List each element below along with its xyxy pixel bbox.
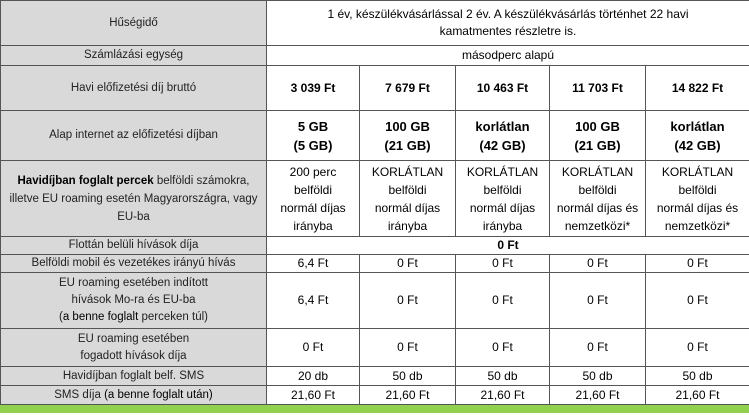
- belfoldi-cell: 0 Ft: [360, 255, 456, 273]
- percek-l4: nemzetközi*: [664, 218, 731, 233]
- paren: (: [59, 311, 63, 323]
- eu-inditott-l2: hívások Mo-ra és EU-ba: [71, 294, 196, 306]
- sms-dij-label-black: (a benne foglalt után): [104, 388, 213, 401]
- internet-sub: (21 GB): [574, 137, 621, 153]
- sms-dij-cell: 21,60 Ft: [267, 386, 360, 405]
- row-eu-fogadott: [1, 329, 749, 367]
- eu-inditott-l3: [3, 309, 264, 326]
- internet-main: 100 GB: [575, 118, 620, 134]
- sms-dij-cell: 21,60 Ft: [360, 386, 456, 405]
- row-eu-inditott: [1, 273, 749, 329]
- label-eu-inditott: [1, 273, 267, 329]
- percek-l2: belföldi: [388, 182, 427, 197]
- green-strip-cell: [360, 405, 456, 413]
- percek-l3: normál díjas és: [656, 200, 739, 215]
- internet-cell: [550, 111, 646, 161]
- internet-main: korlátlan: [670, 118, 725, 134]
- label-belfoldi: Belföldi mobil és vezetékes irányú hívás: [1, 255, 267, 273]
- eu-fogadott-l2: fogadott hívások díja: [80, 349, 187, 362]
- green-strip-cell: [1, 405, 267, 413]
- percek-l1: KORLÁTLAN: [466, 164, 539, 179]
- sms-foglalt-cell: 50 db: [456, 367, 550, 386]
- percek-l3: normál díjas: [469, 200, 536, 215]
- label-sms-dij: [1, 386, 267, 405]
- percek-cell: [550, 161, 646, 237]
- eu-fogadott-cell: 0 Ft: [456, 329, 550, 367]
- row-flotta: [1, 237, 749, 255]
- eu-inditott-l1: EU roaming esetében indított: [59, 277, 208, 289]
- percek-l1: KORLÁTLAN: [661, 164, 734, 179]
- internet-cell: [646, 111, 749, 161]
- internet-cell: [360, 111, 456, 161]
- percek-cell: [456, 161, 550, 237]
- eu-fogadott-cell: 0 Ft: [267, 329, 360, 367]
- percek-cell: [646, 161, 749, 237]
- percek-l3: normál díjas és: [556, 200, 639, 215]
- percek-l4: irányba: [387, 218, 428, 233]
- sms-dij-cell: 21,60 Ft: [550, 386, 646, 405]
- row-green-strip: [1, 405, 749, 413]
- label-internet: Alap internet az előfizetési díjban: [1, 111, 267, 161]
- percek-l3: normál díjas: [374, 200, 441, 215]
- havidij-cell: 3 039 Ft: [267, 66, 360, 111]
- internet-sub: (5 GB): [293, 137, 333, 153]
- row-havidij: [1, 66, 749, 111]
- percek-cell: [267, 161, 360, 237]
- percek-l1: 200 perc: [289, 164, 337, 179]
- row-sms-foglalt: [1, 367, 749, 386]
- belfoldi-cell: 0 Ft: [646, 255, 749, 273]
- sms-dij-label-gray: SMS díja: [54, 388, 105, 401]
- belfoldi-cell: 6,4 Ft: [267, 255, 360, 273]
- label-szamlazasi: Számlázási egység: [1, 46, 267, 66]
- value-flotta: 0 Ft: [267, 237, 749, 255]
- husegido-text: 1 év, készülékvásárlással 2 év. A készülékvásárlás történhet 22 havi kamatmentes részletre is.: [327, 7, 689, 38]
- eu-inditott-cell: 0 Ft: [646, 273, 749, 329]
- percek-l1: KORLÁTLAN: [561, 164, 634, 179]
- percek-label-rest: belföldi számokra, illetve EU roaming esetén Magyarországra, vagy EU-ba: [9, 174, 258, 223]
- percek-l2: belföldi: [483, 182, 522, 197]
- eu-inditott-l3-rest: perceken túl): [138, 311, 208, 323]
- green-strip-cell: [456, 405, 550, 413]
- havidij-cell: 14 822 Ft: [646, 66, 749, 111]
- internet-cell: [267, 111, 360, 161]
- row-szamlazasi: [1, 46, 749, 66]
- internet-main: 100 GB: [385, 118, 430, 134]
- eu-fogadott-cell: 0 Ft: [550, 329, 646, 367]
- internet-main: korlátlan: [475, 118, 530, 134]
- green-strip-cell: [267, 405, 360, 413]
- percek-l4: irányba: [482, 218, 523, 233]
- label-flotta: Flottán belüli hívások díja: [1, 237, 267, 255]
- havidij-cell: 7 679 Ft: [360, 66, 456, 111]
- value-szamlazasi: másodperc alapú: [267, 46, 749, 66]
- internet-sub: (42 GB): [479, 137, 526, 153]
- label-husegido: Hűségidő: [1, 1, 267, 46]
- sms-foglalt-cell: 50 db: [550, 367, 646, 386]
- belfoldi-cell: 0 Ft: [550, 255, 646, 273]
- row-sms-dij: [1, 386, 749, 405]
- label-eu-fogadott: [1, 329, 267, 367]
- sms-foglalt-cell: 50 db: [646, 367, 749, 386]
- havidij-cell: 11 703 Ft: [550, 66, 646, 111]
- green-strip-cell: [646, 405, 749, 413]
- percek-l2: belföldi: [293, 182, 333, 197]
- row-percek: [1, 161, 749, 237]
- belfoldi-cell: 0 Ft: [456, 255, 550, 273]
- internet-sub: (21 GB): [384, 137, 431, 153]
- value-husegido: [267, 1, 749, 46]
- row-internet: [1, 111, 749, 161]
- eu-inditott-cell: 0 Ft: [360, 273, 456, 329]
- row-husegido: [1, 1, 749, 46]
- percek-l4: nemzetközi*: [564, 218, 631, 233]
- percek-l1: KORLÁTLAN: [371, 164, 444, 179]
- eu-inditott-cell: 0 Ft: [550, 273, 646, 329]
- sms-dij-cell: 21,60 Ft: [456, 386, 550, 405]
- label-percek: [1, 161, 267, 237]
- sms-foglalt-cell: 50 db: [360, 367, 456, 386]
- green-strip-cell: [550, 405, 646, 413]
- row-belfoldi: [1, 255, 749, 273]
- internet-main: 5 GB: [297, 118, 329, 134]
- percek-l2: belföldi: [678, 182, 717, 197]
- eu-fogadott-cell: 0 Ft: [646, 329, 749, 367]
- percek-label-bold: Havidíjban foglalt percek: [17, 174, 154, 187]
- sms-dij-cell: 21,60 Ft: [646, 386, 749, 405]
- percek-l2: belföldi: [578, 182, 617, 197]
- havidij-cell: 10 463 Ft: [456, 66, 550, 111]
- percek-l4: irányba: [293, 218, 333, 233]
- internet-cell: [456, 111, 550, 161]
- eu-fogadott-l1: EU roaming esetében: [77, 332, 190, 345]
- sms-foglalt-cell: 20 db: [267, 367, 360, 386]
- internet-sub: (42 GB): [674, 137, 721, 153]
- percek-cell: [360, 161, 456, 237]
- percek-l3: normál díjas: [280, 200, 346, 215]
- eu-inditott-l3-mid: a benne foglalt: [62, 311, 139, 323]
- eu-fogadott-cell: 0 Ft: [360, 329, 456, 367]
- label-sms-foglalt: Havidíjban foglalt belf. SMS: [1, 367, 267, 386]
- eu-inditott-cell: 6,4 Ft: [267, 273, 360, 329]
- eu-inditott-cell: 0 Ft: [456, 273, 550, 329]
- label-havidij: Havi előfizetési díj bruttó: [1, 66, 267, 111]
